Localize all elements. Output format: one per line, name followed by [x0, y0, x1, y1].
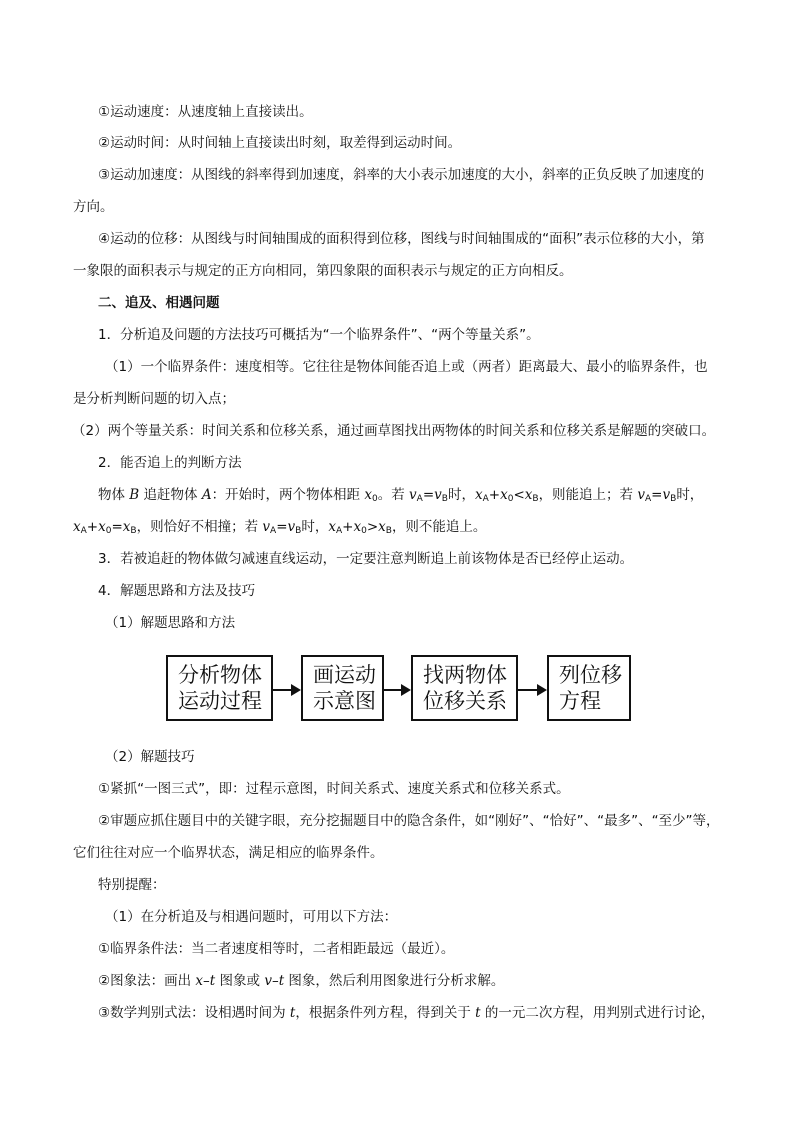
paragraph-formula: ③数学判别式法：设相遇时间为 t，根据条件列方程，得到关于 t 的一元二次方程，用判别式进行讨论，	[98, 1005, 715, 1021]
paragraph: ①临界条件法：当二者速度相等时，二者相距最远（最近）。	[98, 941, 455, 957]
paragraph: 方向。	[73, 199, 114, 215]
paragraph: （2）两个等量关系：时间关系和位移关系，通过画草图找出两物体的时间关系和位移关系是解题的突破口。	[72, 423, 716, 439]
paragraph-formula: 物体 B 追赶物体 A：开始时，两个物体相距 $x_0$。若 $v_A=v_B$时，$x_A+x_0<x_B$，则能追上；若 $v_A=v_B$时，	[98, 487, 704, 504]
paragraph: ①运动速度：从速度轴上直接读出。	[98, 104, 313, 120]
paragraph: （1）在分析追及与相遇问题时，可用以下方法：	[105, 909, 398, 925]
flowchart-box-equation: 列位移 方程	[547, 655, 631, 721]
paragraph: ②运动时间：从时间轴上直接读出时刻，取差得到运动时间。	[98, 135, 462, 151]
paragraph: 4．解题思路和方法及技巧	[98, 583, 256, 599]
paragraph: （1）解题思路和方法	[105, 615, 236, 631]
paragraph: 是分析判断问题的切入点；	[73, 391, 235, 407]
paragraph: 它们往往对应一个临界状态，满足相应的临界条件。	[73, 845, 384, 861]
section-heading: 二、追及、相遇问题	[98, 295, 220, 311]
paragraph: （1）一个临界条件：速度相等。它往往是物体间能否追上或（两者）距离最大、最小的临界条件，也	[105, 359, 708, 375]
flowchart-arrow	[273, 689, 299, 691]
paragraph-formula: ②图象法：画出 x–t 图象或 v–t 图象，然后利用图象进行分析求解。	[98, 973, 505, 989]
paragraph: ①紧抓“一图三式”，即：过程示意图，时间关系式、速度关系式和位移关系式。	[98, 781, 570, 797]
paragraph: ④运动的位移：从图线与时间轴围成的面积得到位移，图线与时间轴围成的“面积”表示位移的大小，第	[98, 231, 705, 247]
flowchart-arrow	[384, 689, 409, 691]
paragraph: 3．若被追赶的物体做匀减速直线运动，一定要注意判断追上前该物体是否已经停止运动。	[98, 551, 634, 567]
paragraph-formula: $x_A+x_0=x_B$，则恰好不相撞；若 $v_A=v_B$时，$x_A+x_0>x_B$，则不能追上。	[73, 519, 487, 536]
paragraph: 2．能否追上的判断方法	[98, 455, 242, 471]
paragraph: （2）解题技巧	[105, 749, 195, 765]
paragraph: 一象限的面积表示与规定的正方向相同，第四象限的面积表示与规定的正方向相反。	[73, 263, 573, 279]
paragraph: 特别提醒：	[98, 877, 166, 893]
flowchart-box-relation: 找两物体 位移关系	[411, 655, 518, 721]
paragraph: ②审题应抓住题目中的关键字眼，充分挖掘题目中的隐含条件，如“刚好”、“恰好”、“最多”、“至少”等，	[98, 813, 720, 829]
paragraph: 1．分析追及问题的方法技巧可概括为“一个临界条件”、“两个等量关系”。	[98, 327, 540, 343]
flowchart-arrow	[518, 689, 545, 691]
paragraph: ③运动加速度：从图线的斜率得到加速度，斜率的大小表示加速度的大小，斜率的正负反映了加速度的	[98, 167, 705, 183]
flowchart-box-sketch: 画运动 示意图	[301, 655, 384, 721]
flowchart-box-analyze: 分析物体 运动过程	[166, 655, 273, 721]
